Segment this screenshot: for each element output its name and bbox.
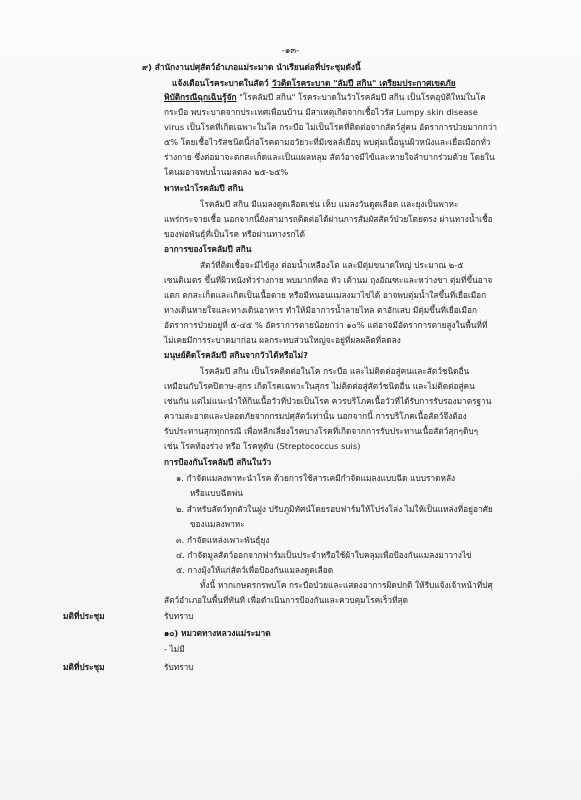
closing-line: ทั้งนี้ หากเกษตรกรพบโค กระบือป่วยและแสดงอาการผิดปกติ ให้รีบแจ้งเจ้าหน้าที่ปศุ bbox=[200, 580, 493, 590]
intro-line: virus เป็นโรคที่เกิดเฉพาะในโค กระบือ ไม่เป็นโรคที่ติดต่อจากสัตว์สู่คน อัตราการป่วยมากกว่า bbox=[164, 122, 498, 132]
human-line: โรคลัมปี สกิน เป็นโรคติดต่อในโค กระบือ และไม่ติดต่อสู่คนและสัตว์ชนิดอื่น bbox=[200, 366, 470, 376]
prevention-item: ๓. กำจัดแหล่งเพาะพันธุ์ยุง bbox=[176, 535, 270, 545]
vector-heading: พาหะนำโรคลัมปี สกิน bbox=[164, 183, 244, 193]
symptom-line: แตก ตกสะเก็ดและเกิดเป็นเนื้อตาย หรือมีหนอนแมลงมาไข่ได้ อาจพบตุ่มน้ำใสขึ้นที่เยื่อเมือก bbox=[164, 290, 487, 300]
intro-line: โคนมอาจพบน้ำนมลดลง ๒๕-๖๕% bbox=[164, 167, 289, 177]
page-number: -๑๓- bbox=[281, 46, 300, 56]
alert-prefix: แจ้งเตือนโรคระบาดในสัตว์ bbox=[172, 78, 272, 88]
prevention-item: ๑. กำจัดแมลงพาหะนำโรค ด้วยการใช้สารเคมีกำจัดแมลงแบบฉีด แบบราดหลัง bbox=[176, 473, 456, 483]
vector-line: ของพ่อพันธุ์ที่เป็นโรค หรือผ่านทางรกได้ bbox=[164, 229, 306, 239]
section-9-heading: ๙) สำนักงานปศุสัตว์อำเภอแม่ระมาด นำเรียนต่อที่ประชุมดังนี้ bbox=[142, 62, 361, 72]
intro-line: ร่างกาย ซึ่งต่อมาจะตกสะเก็ดและเป็นแผลหลุม สัตว์อาจมีไข้และหายใจลำบากร่วมด้วย โดยใน bbox=[164, 152, 495, 162]
closing-line: สัตว์อำเภอในพื้นที่ทันที เพื่อดำเนินการป้องกันและควบคุมโรคเร็วที่สุด bbox=[164, 595, 408, 605]
symptom-line: ไม่เคยมีการระบาดมาก่อน ผลกระทบส่วนใหญ่จะอยู่ที่ผลผลิตที่ลดลง bbox=[164, 335, 401, 345]
prevention-item: ๒. สำหรับสัตว์ทุกตัวในฝูง ปรับภูมิทัศน์โดยรอบฟาร์มให้โปร่งโล่ง ไม่ให้เป็นแหล่งที่อยู่อาศัย bbox=[176, 504, 493, 514]
alert-rest: "โรคลัมปี สกิน" โรคระบาดในวัวโรคลัมปี สกิน เป็นโรคอุบัติใหม่ในโค bbox=[236, 92, 486, 102]
vector-line: โรคลัมปี สกิน มีแมลงดูดเลือดเช่น เห็บ แมลงวันดูดเลือด และยุงเป็นพาหะ bbox=[200, 199, 459, 209]
human-line: เช่นกัน แต่ไม่แนะนำให้กินเนื้อวัวที่ป่วยเป็นโรค ควรบริโภคเนื้อวัวที่ได้รับการรับรองมาตรฐาน bbox=[164, 396, 492, 406]
prevention-item: ๔. กำจัดมูลสัตว์ออกจากฟาร์มเป็นประจำหรือใช้ผ้าใบคลุมเพื่อป้องกันแมลงมาวางไข่ bbox=[176, 550, 472, 560]
human-line: เหมือนกับโรคปิดาษ-สุกร เกิดโรคเฉพาะในสุกร ไม่ติดต่อสู่สัตว์ชนิดอื่น และไม่ติดต่อสู่คน bbox=[164, 381, 475, 391]
prevention-item-cont: หรือแบบฉีดพ่น bbox=[190, 488, 243, 498]
symptom-line: เซนติเมตร ขึ้นที่ผิวหนังทั่วร่างกาย พบมากที่คอ หัว เต้านม ถุงอัณฑะและหว่างขา ตุ่มที่ขึ้นอาจ bbox=[164, 275, 493, 285]
human-line: รับประทานสุกทุกกรณี เพื่อหลีกเลี่ยงโรคบางโรคที่เกิดจากการรับประทานเนื้อสัตว์สุกๆดิบๆ bbox=[164, 426, 479, 436]
alert-title-cont: พิบัติกรณีฉุกเฉินรู้จัก bbox=[164, 92, 237, 102]
human-line: เช่น โรคท้องร่วง หรือ โรคหูดับ (Streptococcus suis) bbox=[164, 441, 361, 451]
alert-line bbox=[172, 77, 456, 89]
intro-line: กระบือ พบระบาดจากประเทศเพื่อนบ้าน มีสาเหตุเกิดจากเชื้อไวรัส Lumpy skin disease bbox=[164, 107, 478, 117]
section-10-content: - ไม่มี bbox=[164, 644, 185, 654]
prevention-item: ๕. กางมุ้งให้แก่สัตว์เพื่อป้องกันแมลงดูดเลือด bbox=[176, 565, 334, 575]
resolution-label: มติที่ประชุม bbox=[63, 662, 105, 672]
human-line: ความสะอาดและปลอดภัยจากกรมปศุสัตว์เท่านั้น นอกจากนี้ การบริโภคเนื้อสัตว์จึงต้อง bbox=[164, 411, 467, 421]
vector-line: แพร่กระจายเชื้อ นอกจากนี้ยังสามารถติดต่อได้ผ่านการสัมผัสสัตว์ป่วยโดยตรง ผ่านทางน้ำเชื้อ bbox=[164, 214, 493, 224]
symptom-heading: อาการของโรคลัมปี สกิน bbox=[164, 244, 252, 254]
prevention-item-cont: ของแมลงพาหะ bbox=[190, 519, 245, 529]
symptom-line: ทางเดินหายใจและทางเดินอาหาร ทำให้มีอาการน้ำลายไหล ตาอักเสบ มีตุ่มขึ้นที่เยื่อเมือก bbox=[164, 305, 477, 315]
section-10-heading: ๑๐) หมวดทางหลวงแม่ระมาด bbox=[164, 628, 271, 638]
intro-line: ๕% โดยเชื้อไวรัสชนิดนี้ก่อโรคตามอวัยวะที่มีเซลล์เยื่อบุ พบตุ่มเนื้อนูนผิวหนังและเยื่อเมือกทั่ว bbox=[164, 137, 491, 147]
alert-line-2 bbox=[164, 91, 486, 103]
alert-title: วัวติดโรคระบาด "ลัมปี สกิน" เตรียมประกาศเขตภัย bbox=[271, 78, 456, 88]
symptom-line: อัตราการป่วยอยู่ที่ ๕-๔๕ % อัตราการตายน้อยกว่า ๑๐% แต่อาจมีอัตราการตายสูงในพื้นที่ที่ bbox=[164, 320, 488, 330]
resolution-text: รับทราบ bbox=[164, 611, 194, 621]
resolution-text: รับทราบ bbox=[164, 662, 194, 672]
prevention-heading: การป้องกันโรคลัมปี สกินในวัว bbox=[164, 457, 272, 467]
human-heading: มนุษย์ติดโรคลัมปี สกินจากวัวได้หรือไม่? bbox=[164, 350, 308, 360]
symptom-line: สัตว์ที่ติดเชื้อจะมีไข้สูง ต่อมน้ำเหลืองโต และมีตุ่มขนาดใหญ่ ประมาณ ๒-๕ bbox=[200, 260, 464, 270]
resolution-label: มติที่ประชุม bbox=[63, 611, 105, 621]
